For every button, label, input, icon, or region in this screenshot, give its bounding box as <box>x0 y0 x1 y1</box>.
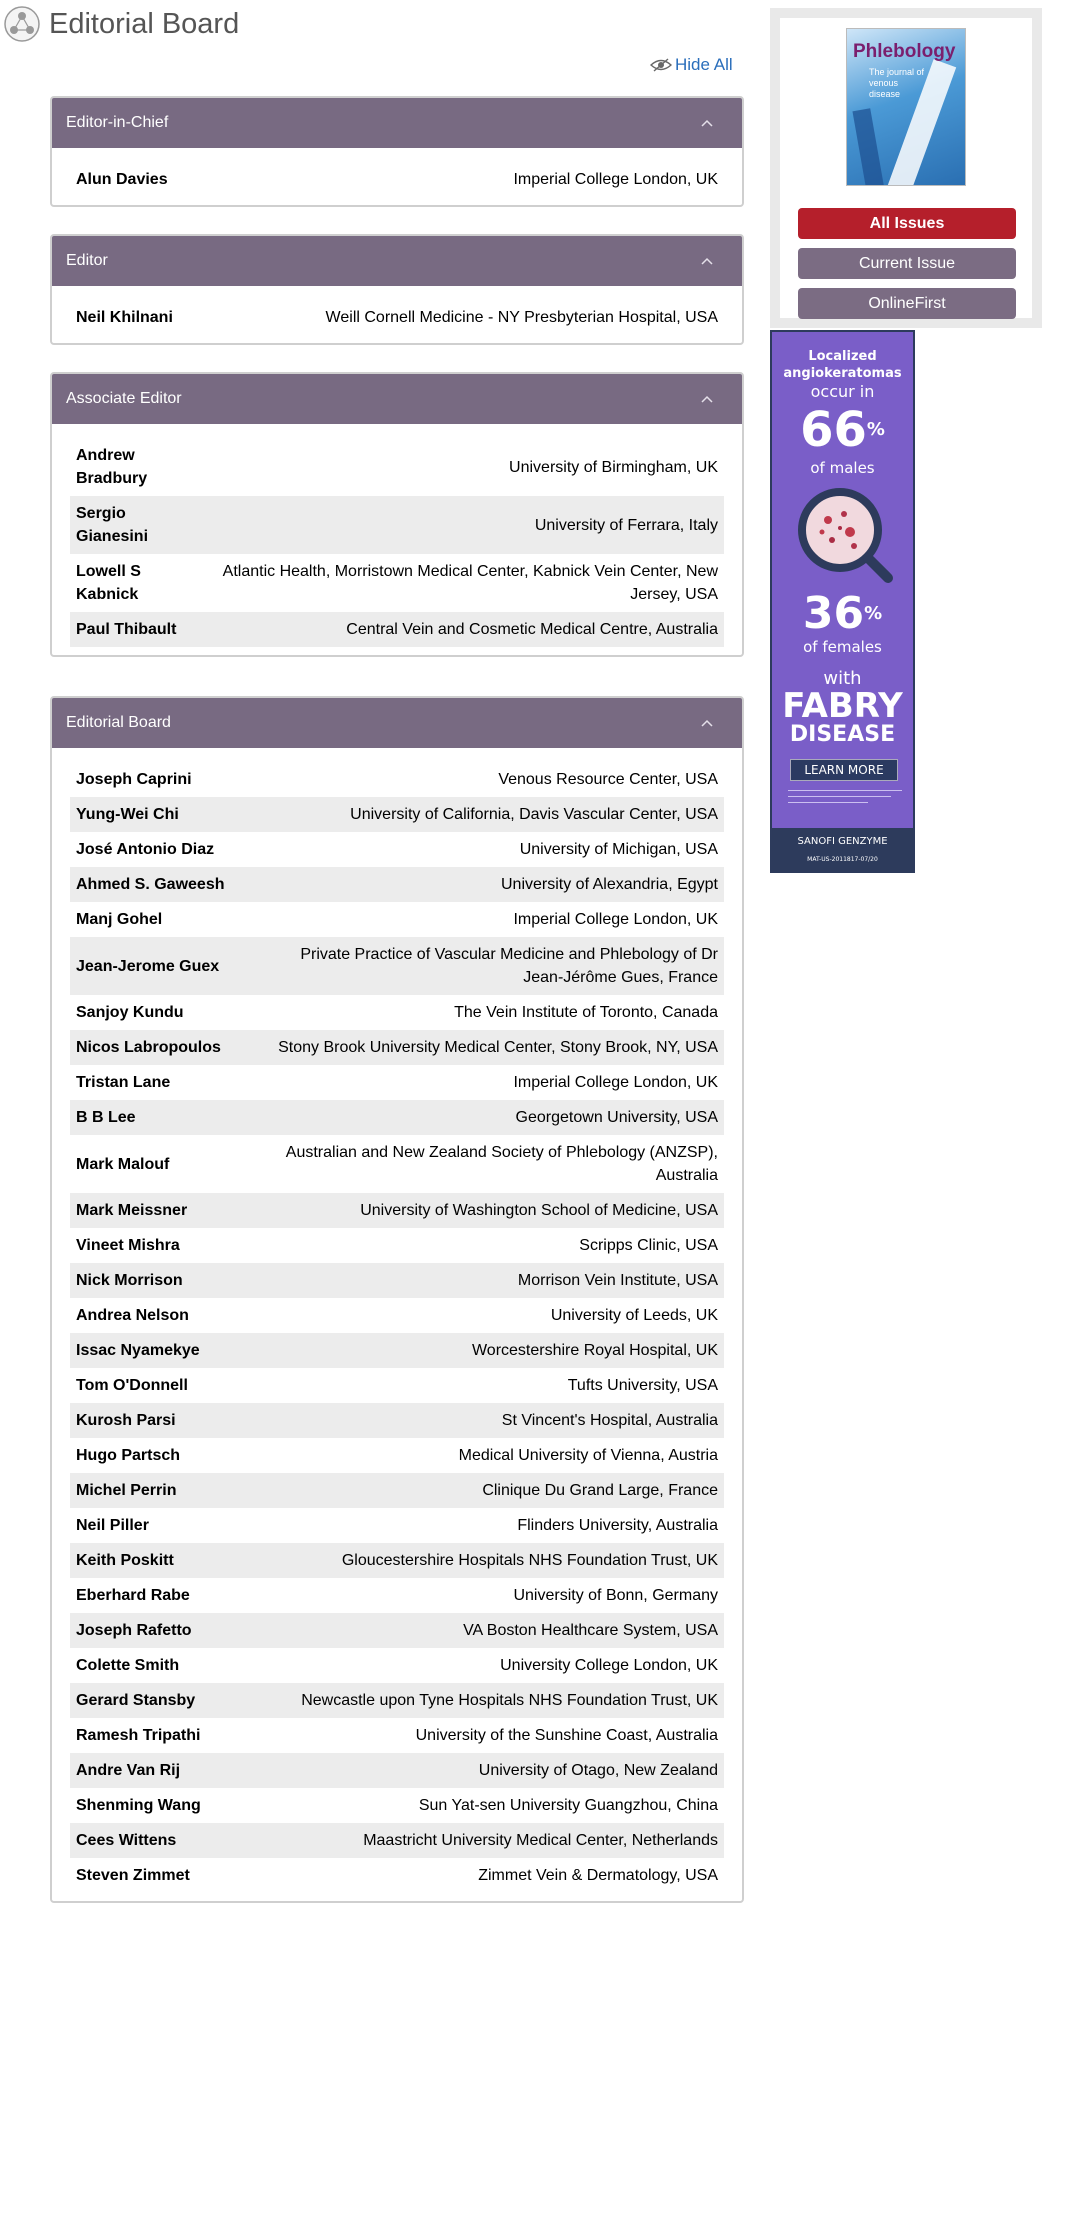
member-row <box>70 1683 724 1718</box>
member-affiliation: University of Alexandria, Egypt <box>501 876 718 893</box>
member-row <box>70 1508 724 1543</box>
member-name: Andrea Nelson <box>76 1307 189 1324</box>
member-affiliation: Zimmet Vein & Dermatology, USA <box>478 1867 718 1884</box>
member-affiliation: University of Leeds, UK <box>550 1307 718 1324</box>
member-row <box>70 1263 724 1298</box>
member-row <box>70 1858 724 1893</box>
member-name: Keith Poskitt <box>76 1552 174 1569</box>
member-name: Colette Smith <box>76 1657 180 1674</box>
member-row <box>70 162 724 197</box>
member-name: Sergio Gianesini <box>76 505 149 545</box>
hide-all-label: Hide All <box>675 55 733 74</box>
member-affiliation: University of Otago, New Zealand <box>478 1762 718 1779</box>
member-affiliation: Atlantic Health, Morristown Medical Center, Kabnick Vein Center, New Jersey, USA <box>222 563 718 603</box>
member-name: Eberhard Rabe <box>76 1587 190 1604</box>
member-affiliation: Tufts University, USA <box>567 1377 718 1394</box>
member-row <box>70 1100 724 1135</box>
all-issues-button[interactable]: All Issues <box>798 208 1016 239</box>
magnifier-skin-image-icon <box>792 482 896 586</box>
panel-title: Editor-in-Chief <box>66 114 169 131</box>
member-row <box>70 762 724 797</box>
member-name: Mark Meissner <box>76 1202 188 1219</box>
member-name: Neil Khilnani <box>76 309 173 326</box>
member-row <box>70 1030 724 1065</box>
fabry-disease-ad[interactable] <box>770 330 915 873</box>
member-affiliation: Imperial College London, UK <box>513 1074 718 1091</box>
member-row <box>70 1228 724 1263</box>
member-affiliation: Sun Yat-sen University Guangzhou, China <box>418 1797 718 1814</box>
member-row <box>70 1823 724 1858</box>
member-row <box>70 300 724 335</box>
member-row <box>70 612 724 647</box>
member-affiliation: Newcastle upon Tyne Hospitals NHS Foundation Trust, UK <box>301 1692 718 1709</box>
panel-title: Associate Editor <box>66 390 182 407</box>
member-affiliation: The Vein Institute of Toronto, Canada <box>454 1004 718 1021</box>
member-row <box>70 937 724 995</box>
member-row <box>70 1788 724 1823</box>
panel-header-editor[interactable] <box>52 236 742 286</box>
member-name: José Antonio Diaz <box>76 841 215 858</box>
member-name: Sanjoy Kundu <box>76 1004 184 1021</box>
member-row <box>70 1543 724 1578</box>
member-affiliation: VA Boston Healthcare System, USA <box>463 1622 718 1639</box>
current-issue-button[interactable]: Current Issue <box>798 248 1016 279</box>
hide-all-link[interactable] <box>650 54 733 76</box>
ad-of-females: of females <box>803 638 882 656</box>
member-name: Kurosh Parsi <box>76 1412 176 1429</box>
member-name: Steven Zimmet <box>76 1867 190 1884</box>
member-row <box>70 1718 724 1753</box>
member-name: Nick Morrison <box>76 1272 183 1289</box>
chevron-up-icon <box>700 118 714 128</box>
eye-slash-icon <box>650 57 672 73</box>
panel-title: Editorial Board <box>66 714 171 731</box>
member-row <box>70 1368 724 1403</box>
member-row <box>70 995 724 1030</box>
ad-code: MAT-US-2011817-07/20 <box>807 856 878 863</box>
panel-editorial-board <box>50 696 744 1903</box>
member-name: Yung-Wei Chi <box>76 806 179 823</box>
member-row <box>70 1403 724 1438</box>
ad-footer <box>772 828 913 873</box>
member-name: Manj Gohel <box>76 911 163 928</box>
page-header <box>0 0 760 60</box>
panel-editor-in-chief <box>50 96 744 207</box>
member-affiliation: Gloucestershire Hospitals NHS Foundation Trust, UK <box>341 1552 718 1569</box>
member-affiliation: Imperial College London, UK <box>513 171 718 188</box>
panel-editor <box>50 234 744 345</box>
member-row <box>70 902 724 937</box>
journal-sidebar-inner <box>780 18 1032 318</box>
member-affiliation: Imperial College London, UK <box>513 911 718 928</box>
panel-associate-editor <box>50 372 744 657</box>
member-name: Gerard Stansby <box>76 1692 196 1709</box>
ad-percent-females: 36% <box>802 588 883 639</box>
journal-cover-image[interactable] <box>846 28 966 186</box>
member-name: Tristan Lane <box>76 1074 171 1091</box>
member-affiliation: Maastricht University Medical Center, Netherlands <box>363 1832 718 1849</box>
member-row <box>70 867 724 902</box>
member-row <box>70 832 724 867</box>
member-row <box>70 1648 724 1683</box>
member-affiliation: University of Washington School of Medicine, USA <box>360 1202 718 1219</box>
member-row <box>70 1438 724 1473</box>
member-row <box>70 1193 724 1228</box>
member-affiliation: University of Bonn, Germany <box>513 1587 718 1604</box>
member-affiliation: Weill Cornell Medicine - NY Presbyterian Hospital, USA <box>325 309 718 326</box>
member-row <box>70 1473 724 1508</box>
cover-subtitle: The journal of venous disease <box>869 67 925 99</box>
member-row <box>70 554 724 612</box>
ad-occur-text: occur in <box>810 382 875 401</box>
member-row <box>70 1135 724 1193</box>
member-affiliation: Central Vein and Cosmetic Medical Centre, Australia <box>346 621 718 638</box>
member-name: Ramesh Tripathi <box>76 1727 201 1744</box>
ad-references <box>788 790 902 805</box>
ad-headline: Localized angiokeratomas <box>783 349 902 381</box>
member-name: Hugo Partsch <box>76 1447 181 1464</box>
member-name: Joseph Caprini <box>76 771 192 788</box>
ad-with: with <box>823 668 862 689</box>
member-affiliation: Worcestershire Royal Hospital, UK <box>471 1342 718 1359</box>
ad-disease: DISEASE <box>789 722 896 747</box>
member-row <box>70 1578 724 1613</box>
member-affiliation: University of Michigan, USA <box>519 841 718 858</box>
member-affiliation: University College London, UK <box>500 1657 718 1674</box>
member-name: Andre Van Rij <box>76 1762 181 1779</box>
member-name: Vineet Mishra <box>76 1237 180 1254</box>
panel-body <box>52 424 742 655</box>
member-row <box>70 1753 724 1788</box>
chevron-up-icon <box>700 394 714 404</box>
member-affiliation: University of Birmingham, UK <box>509 458 718 476</box>
member-name: Shenming Wang <box>76 1797 201 1814</box>
member-affiliation: Medical University of Vienna, Austria <box>458 1447 718 1464</box>
member-affiliation: Private Practice of Vascular Medicine and Phlebology of Dr Jean-Jérôme Gues, France <box>300 946 718 986</box>
ad-of-males: of males <box>810 459 875 477</box>
member-name: Lowell S Kabnick <box>76 563 141 603</box>
member-name: Nicos Labropoulos <box>76 1039 221 1056</box>
member-affiliation: Clinique Du Grand Large, France <box>482 1482 718 1499</box>
panel-header-editor-in-chief[interactable] <box>52 98 742 148</box>
member-affiliation: University of Ferrara, Italy <box>534 516 718 534</box>
panel-body <box>52 748 742 1901</box>
panel-body <box>52 286 742 343</box>
member-row <box>70 496 724 554</box>
society-logo-icon <box>3 5 41 43</box>
member-affiliation: Stony Brook University Medical Center, Stony Brook, NY, USA <box>278 1039 718 1056</box>
panel-header-associate-editor[interactable] <box>52 374 742 424</box>
member-name: Neil Piller <box>76 1517 149 1534</box>
cover-title: Phlebology <box>853 41 956 62</box>
panel-title: Editor <box>66 252 108 269</box>
journal-sidebar <box>770 8 1042 328</box>
member-name: Jean-Jerome Guex <box>76 957 220 975</box>
member-affiliation: Morrison Vein Institute, USA <box>517 1272 718 1289</box>
member-name: Alun Davies <box>76 171 168 188</box>
member-row <box>70 1065 724 1100</box>
member-affiliation: University of California, Davis Vascular Center, USA <box>350 806 718 823</box>
member-name: Michel Perrin <box>76 1482 177 1499</box>
ad-percent-males: 66% <box>800 402 885 458</box>
chevron-up-icon <box>700 718 714 728</box>
member-name: Issac Nyamekye <box>76 1342 200 1359</box>
member-affiliation: Georgetown University, USA <box>515 1109 718 1126</box>
panel-header-editorial-board[interactable] <box>52 698 742 748</box>
member-affiliation: Scripps Clinic, USA <box>579 1237 718 1254</box>
chevron-up-icon <box>700 256 714 266</box>
member-row <box>70 438 724 496</box>
member-row <box>70 1333 724 1368</box>
ad-learn-more-button[interactable]: LEARN MORE <box>790 759 898 781</box>
online-first-button[interactable]: OnlineFirst <box>798 288 1016 319</box>
member-affiliation: Flinders University, Australia <box>517 1517 718 1534</box>
ad-fabry: FABRY <box>782 686 903 726</box>
page-title: Editorial Board <box>49 8 240 40</box>
member-affiliation: Australian and New Zealand Society of Phlebology (ANZSP), Australia <box>285 1144 718 1184</box>
member-name: Mark Malouf <box>76 1155 170 1173</box>
member-affiliation: Venous Resource Center, USA <box>498 771 718 788</box>
member-name: Andrew Bradbury <box>76 447 148 487</box>
panel-body <box>52 148 742 205</box>
member-affiliation: St Vincent's Hospital, Australia <box>501 1412 718 1429</box>
member-name: Joseph Rafetto <box>76 1622 192 1639</box>
member-name: B B Lee <box>76 1109 136 1126</box>
member-name: Ahmed S. Gaweesh <box>76 876 225 893</box>
member-row <box>70 797 724 832</box>
member-name: Paul Thibault <box>76 621 177 638</box>
cover-decoration <box>852 108 887 186</box>
member-affiliation: University of the Sunshine Coast, Australia <box>415 1727 718 1744</box>
member-name: Tom O'Donnell <box>76 1377 188 1394</box>
member-row <box>70 1613 724 1648</box>
ad-brand: SANOFI GENZYME <box>797 836 888 847</box>
member-name: Cees Wittens <box>76 1832 177 1849</box>
member-row <box>70 1298 724 1333</box>
